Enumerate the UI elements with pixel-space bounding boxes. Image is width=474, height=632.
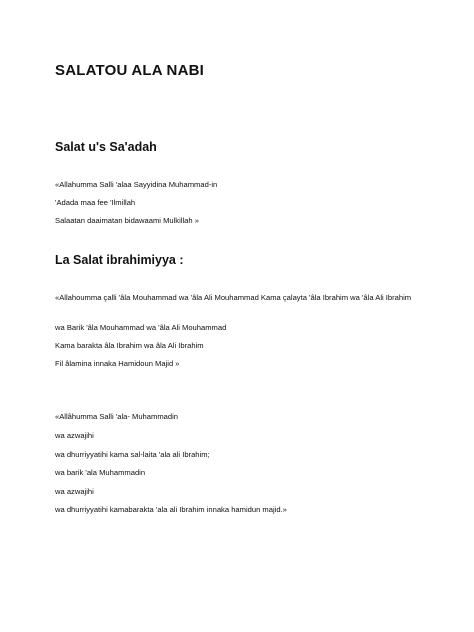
text-line: wa azwajihi	[55, 487, 94, 496]
section-heading-salat-us-saadah: Salat u's Sa'adah	[55, 140, 157, 154]
text-line: wa azwajihi	[55, 431, 94, 440]
text-line: wa barik 'ala Muhammadin	[55, 468, 146, 477]
text-line: wa dhurriyyatihi kamabarakta 'ala ali Ibrahim innaka hamidun majid.»	[55, 505, 287, 514]
document-title: SALATOU ALA NABI	[55, 62, 205, 79]
text-line: Salaatan daaimatan bidawaami Mulkillah »	[55, 216, 199, 225]
text-line: Kama barakta âla Ibrahim wa âla Ali Ibrahim	[55, 341, 204, 350]
text-line: wa Barik 'âla Mouhammad wa 'âla Ali Mouhammad	[55, 323, 227, 332]
text-line: wa dhurriyyatihi kama sal-laita 'ala ali Ibrahim;	[55, 450, 210, 459]
text-line: «Allahoumma çalli 'âla Mouhammad wa 'âla Ali Mouhammad Kama çalayta 'âla Ibrahim wa 'âla Ali Ibrahim	[55, 293, 412, 302]
section-heading-salat-ibrahimiyya: La Salat ibrahimiyya :	[55, 253, 184, 267]
text-line: «Allahumma Salli 'alaa Sayyidina Muhammad-in	[55, 180, 218, 189]
text-line: 'Adada maa fee 'Ilmillah	[55, 198, 136, 207]
text-line: Fil âlamina innaka Hamidoun Majid »	[55, 359, 180, 368]
text-line: «Allâhumma Salli 'ala- Muhammadin	[55, 412, 179, 421]
